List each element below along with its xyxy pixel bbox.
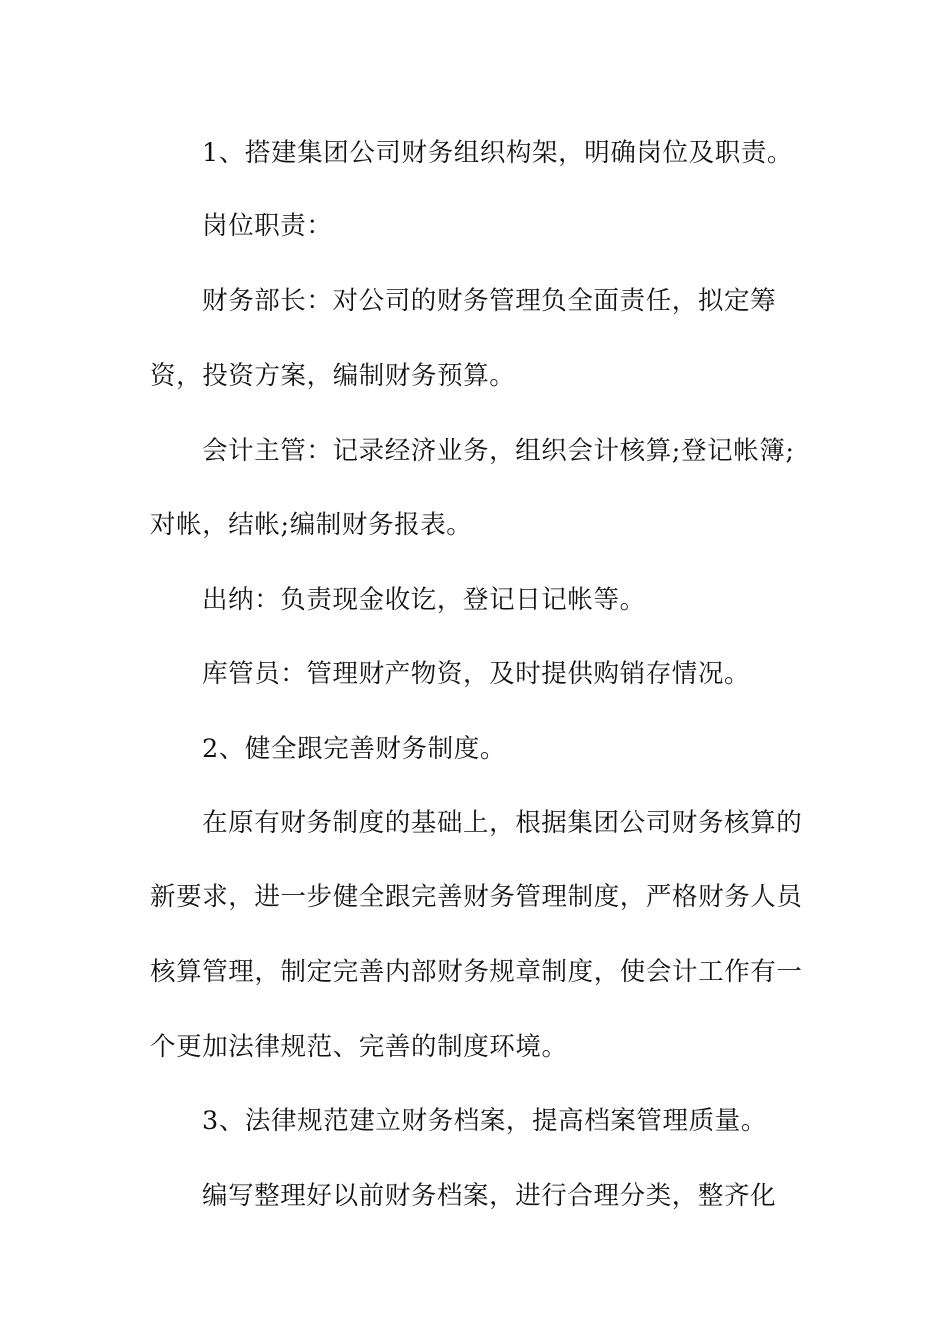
text-line: 会计主管：记录经济业务，组织会计核算;登记帐簿; — [202, 436, 795, 466]
text-line: 1、搭建集团公司财务组织构架，明确岗位及职责。 — [202, 138, 794, 168]
text-line: 资，投资方案，编制财务预算。 — [150, 361, 516, 391]
text-line: 在原有财务制度的基础上，根据集团公司财务核算的 — [202, 808, 803, 838]
text-line: 2、健全跟完善财务制度。 — [202, 734, 506, 764]
text-line: 核算管理，制定完善内部财务规章制度，使会计工作有一 — [150, 957, 803, 987]
text-line: 编写整理好以前财务档案，进行合理分类，整齐化 — [202, 1181, 777, 1211]
text-line: 3、法律规范建立财务档案，提高档案管理质量。 — [202, 1106, 767, 1136]
text-line: 对帐，结帐;编制财务报表。 — [150, 510, 473, 540]
text-line: 出纳：负责现金收讫，登记日记帐等。 — [202, 585, 646, 615]
text-line: 新要求，进一步健全跟完善财务管理制度，严格财务人员 — [150, 882, 803, 912]
text-line: 岗位职责： — [202, 211, 333, 241]
text-line: 库管员：管理财产物资，及时提供购销存情况。 — [202, 659, 751, 689]
text-line: 财务部长：对公司的财务管理负全面责任，拟定筹 — [202, 286, 777, 316]
text-line: 个更加法律规范、完善的制度环境。 — [150, 1032, 568, 1062]
